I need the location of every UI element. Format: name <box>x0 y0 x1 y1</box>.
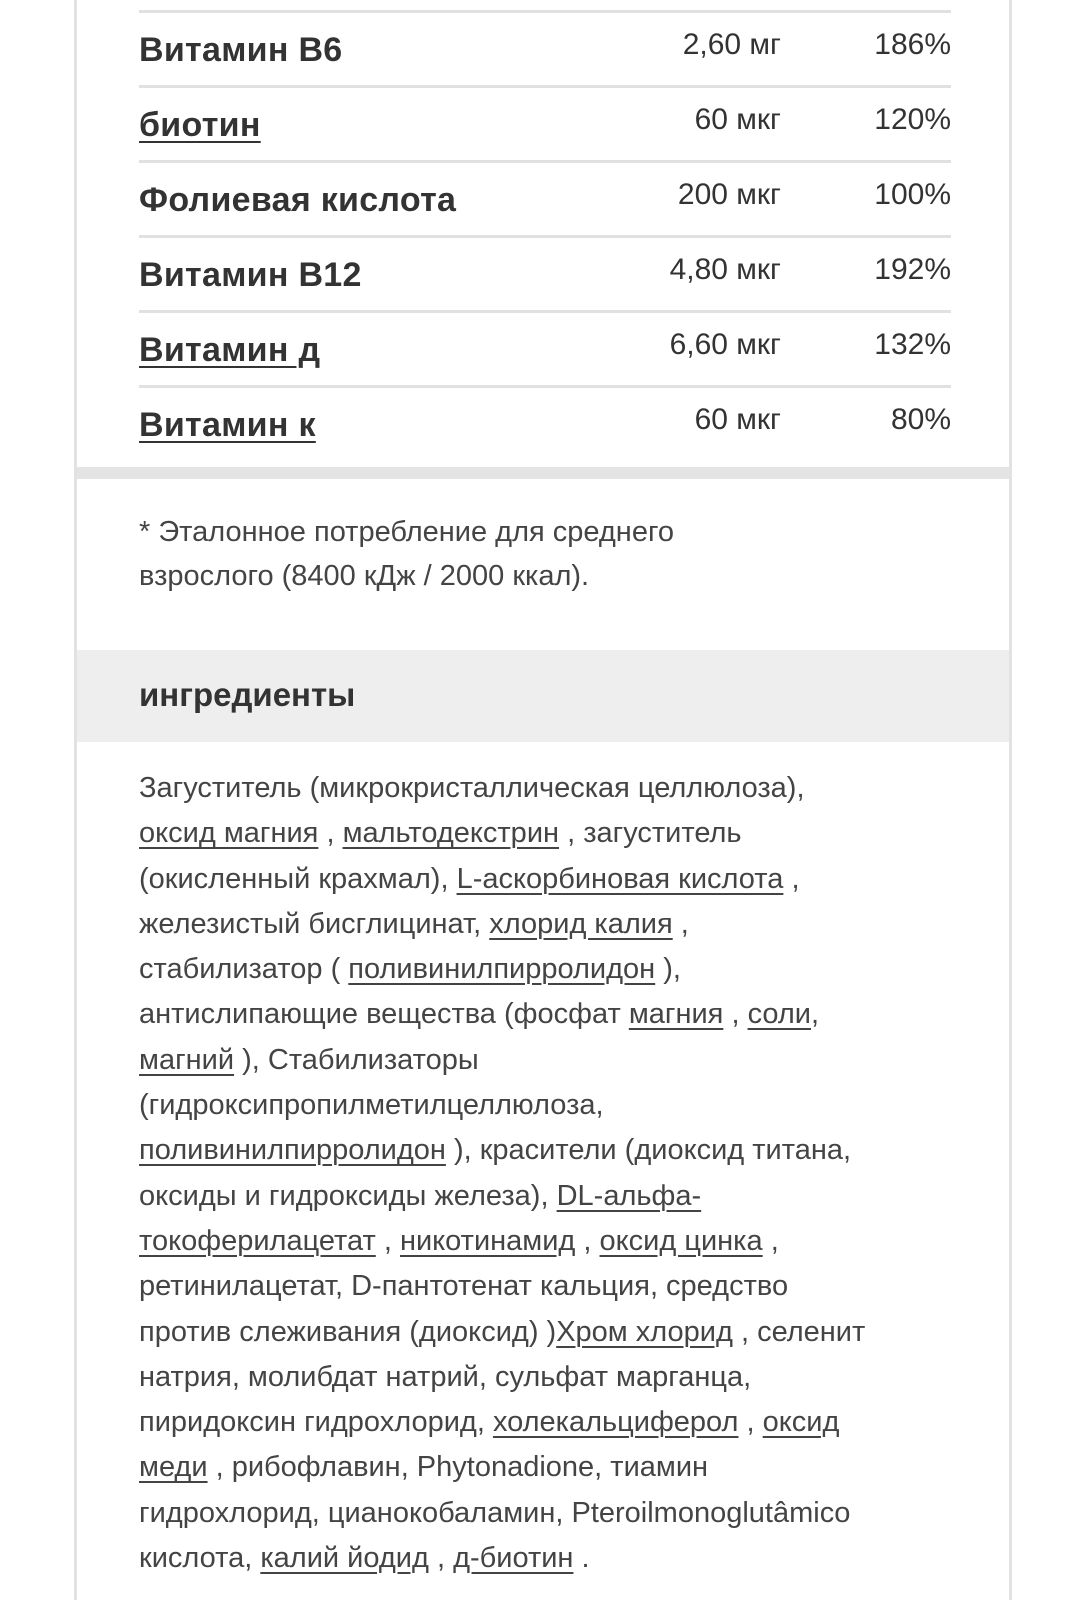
ingredient-link[interactable]: д-биотин <box>453 1542 574 1575</box>
nutrient-amount: 2,60 мг <box>682 28 781 61</box>
ingredients-line <box>139 1400 951 1445</box>
nutrition-row <box>139 385 951 460</box>
ingredients-line <box>139 1219 951 1264</box>
ingredient-text: (окисленный крахмал), <box>139 862 457 895</box>
ingredient-text: оксиды и гидроксиды железа), <box>139 1179 557 1212</box>
ingredient-link[interactable]: хлорид калия <box>489 907 673 940</box>
ingredients-title: ингредиенты <box>139 676 356 713</box>
ingredient-text: ), <box>655 953 681 986</box>
ingredient-link[interactable]: Хром хлорид <box>556 1315 733 1348</box>
ingredient-text: , рибофлавин, Phytonadione, тиамин <box>207 1451 709 1484</box>
ingredient-text: , <box>428 1542 454 1575</box>
section-divider <box>77 467 1009 479</box>
ingredient-text: стабилизатор ( <box>139 953 349 986</box>
ingredients-section-header <box>77 650 1009 742</box>
nutrient-name-link[interactable]: Витамин к <box>139 406 316 444</box>
ingredient-link[interactable]: поливинилпирролидон <box>139 1134 446 1167</box>
ingredient-text: , <box>762 1224 779 1257</box>
ingredients-text <box>139 766 951 1581</box>
ingredients-line <box>139 1038 951 1083</box>
ingredient-link[interactable]: оксид магния <box>139 817 319 850</box>
nutrient-amount: 60 мкг <box>694 403 781 436</box>
ingredient-text: , <box>783 862 800 895</box>
nutrient-percent: 186% <box>874 28 951 61</box>
ingredient-text: Загуститель (микрокристаллическая целлюлоза), <box>139 772 805 804</box>
ingredient-link[interactable]: оксид цинка <box>599 1224 763 1257</box>
ingredient-link[interactable]: меди <box>139 1451 208 1484</box>
ingredient-link[interactable]: калий йодид <box>260 1542 429 1575</box>
nutrient-percent: 132% <box>874 328 951 361</box>
ingredients-line <box>139 947 951 992</box>
nutrition-row <box>139 85 951 160</box>
ingredients-line <box>139 902 951 947</box>
nutrient-name-link[interactable]: биотин <box>139 106 261 144</box>
nutrition-row <box>139 10 951 85</box>
nutrition-table <box>139 10 951 460</box>
ingredients-line <box>139 766 951 811</box>
ingredient-text: против слеживания (диоксид) ) <box>139 1315 557 1348</box>
nutrition-row <box>139 160 951 235</box>
ingredients-line <box>139 857 951 902</box>
ingredient-link[interactable]: мальтодекстрин <box>342 817 560 850</box>
ingredient-text: кислота, <box>139 1542 261 1575</box>
ingredient-text: антислипающие вещества (фосфат <box>139 998 629 1031</box>
nutrient-amount: 60 мкг <box>694 103 781 136</box>
ingredient-link[interactable]: холекальциферол <box>492 1406 739 1439</box>
footnote-line: * Эталонное потребление для среднего <box>139 516 675 548</box>
ingredient-link[interactable]: L-аскорбиновая кислота <box>456 862 784 895</box>
ingredient-text: , <box>738 1406 763 1439</box>
nutrient-percent: 192% <box>874 253 951 286</box>
ingredient-text: , <box>318 817 343 850</box>
nutrient-name: Фолиевая кислота <box>139 181 457 219</box>
product-info-card <box>74 0 1012 1600</box>
ingredient-text: , <box>672 907 689 940</box>
ingredient-text: , <box>723 998 748 1031</box>
ingredients-line <box>139 1536 951 1581</box>
nutrient-amount: 4,80 мкг <box>669 253 781 286</box>
nutrient-percent: 100% <box>874 178 951 211</box>
ingredient-link[interactable]: никотинамид <box>399 1224 576 1257</box>
ingredient-text: , селенит <box>732 1315 866 1348</box>
ingredient-text: (гидроксипропилметилцеллюлоза, <box>139 1089 604 1122</box>
ingredients-line <box>139 1310 951 1355</box>
nutrient-percent: 80% <box>890 403 951 436</box>
ingredient-text: ), красители (диоксид титана, <box>445 1134 852 1167</box>
ingredient-text: . <box>573 1542 590 1575</box>
ingredient-link[interactable]: магний <box>139 1043 235 1076</box>
ingredients-line <box>139 811 951 856</box>
nutrient-percent: 120% <box>874 103 951 136</box>
ingredient-link[interactable]: соли <box>747 998 811 1031</box>
reference-intake-footnote <box>139 510 859 598</box>
ingredient-text: железистый бисглицинат, <box>139 907 490 940</box>
ingredient-link[interactable]: магния <box>628 998 724 1031</box>
ingredient-link[interactable]: токоферилацетат <box>139 1224 376 1257</box>
nutrient-amount: 6,60 мкг <box>669 328 781 361</box>
ingredient-text: гидрохлорид, цианокобаламин, Pteroilmonoglutâmico <box>139 1496 851 1529</box>
nutrition-row <box>139 310 951 385</box>
ingredients-line <box>139 992 951 1037</box>
nutrient-name: Витамин B12 <box>139 256 362 294</box>
ingredients-line <box>139 1128 951 1173</box>
ingredient-text: , <box>811 998 820 1031</box>
ingredient-link[interactable]: DL-альфа- <box>556 1179 702 1212</box>
nutrient-name: Витамин B6 <box>139 31 343 69</box>
nutrient-amount: 200 мкг <box>677 178 781 211</box>
ingredient-text: натрия, молибдат натрий, сульфат марганца, <box>139 1360 752 1393</box>
footnote-line: взрослого (8400 кДж / 2000 ккал). <box>139 560 590 592</box>
ingredient-text: ретинилацетат, D-пантотенат кальция, средство <box>139 1270 789 1303</box>
ingredients-line <box>139 1491 951 1536</box>
ingredient-text: пиридоксин гидрохлорид, <box>139 1406 493 1439</box>
ingredients-line <box>139 1355 951 1400</box>
nutrition-row <box>139 235 951 310</box>
ingredient-link[interactable]: оксид <box>762 1406 840 1439</box>
ingredients-line <box>139 1083 951 1128</box>
ingredient-link[interactable]: поливинилпирролидон <box>348 953 656 986</box>
ingredients-line <box>139 1445 951 1490</box>
ingredients-line <box>139 1264 951 1309</box>
nutrient-name-link[interactable]: Витамин д <box>139 331 321 369</box>
ingredient-text: , <box>375 1224 400 1257</box>
ingredient-text: ), Стабилизаторы <box>234 1043 479 1076</box>
ingredient-text: , <box>575 1224 600 1257</box>
ingredient-text: , загуститель <box>559 817 742 850</box>
ingredients-line <box>139 1174 951 1219</box>
